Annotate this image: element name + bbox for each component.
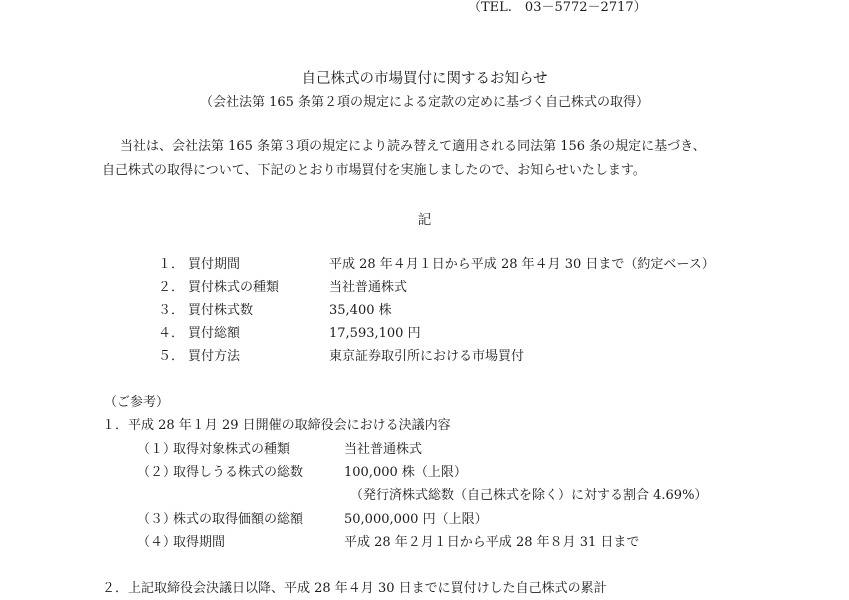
reference-section-2-title: ２．上記取締役会決議日以降、平成 28 年４月 30 日までに買付けした自己株式の累計 xyxy=(102,581,607,596)
item-number: １． xyxy=(158,257,185,272)
ref-item-label: 株式の取得価額の総額 xyxy=(173,512,304,527)
item-number: ４． xyxy=(158,326,185,341)
ref-item-label: 取得対象株式の種類 xyxy=(173,442,291,457)
ref-item-label: 取得しうる株式の総数 xyxy=(173,465,304,480)
item-label: 買付期間 xyxy=(188,257,241,272)
item-value: 35,400 株 xyxy=(329,303,392,318)
item-label: 買付方法 xyxy=(188,349,241,364)
tel-number: （TEL. 03－5772－2717） xyxy=(468,0,647,15)
reference-heading: （ご参考） xyxy=(104,395,170,410)
item-value: 17,593,100 円 xyxy=(329,326,421,341)
item-number: ３． xyxy=(158,303,185,318)
reference-section-1-title: １．平成 28 年１月 29 日開催の取締役会における決議内容 xyxy=(102,418,451,433)
ki-heading: 記 xyxy=(417,212,432,228)
ref-item-number: （４） xyxy=(137,535,177,550)
ref-item-number: （２） xyxy=(137,465,177,480)
ref-item-number: （３） xyxy=(137,512,177,527)
ref-item-number: （１） xyxy=(137,442,177,457)
item-number: ５． xyxy=(158,349,185,364)
page-title: 自己株式の市場買付に関するお知らせ xyxy=(301,71,548,87)
item-label: 買付株式の種類 xyxy=(188,280,280,295)
item-value: 平成 28 年４月１日から平成 28 年４月 30 日まで（約定ベース） xyxy=(329,257,715,272)
ref-item-label: 取得期間 xyxy=(173,535,226,550)
item-value: 東京証券取引所における市場買付 xyxy=(329,349,525,364)
ref-item-value: 50,000,000 円（上限） xyxy=(344,512,488,527)
item-label: 買付総額 xyxy=(188,326,241,341)
item-value: 当社普通株式 xyxy=(329,280,408,295)
ref-item-value: 100,000 株（上限） xyxy=(344,465,467,480)
ref-item-value: 当社普通株式 xyxy=(344,442,423,457)
body-line-1: 当社は、会社法第 165 条第３項の規定により読み替えて適用される同法第 156 条の規定に基づき、 xyxy=(120,139,706,154)
page-subtitle: （会社法第 165 条第２項の規定による定款の定めに基づく自己株式の取得） xyxy=(199,95,650,110)
ref-item-note: （発行済株式総数（自己株式を除く）に対する割合 4.69%） xyxy=(350,488,708,503)
item-number: ２． xyxy=(158,280,185,295)
ref-item-value: 平成 28 年２月１日から平成 28 年８月 31 日まで xyxy=(344,535,640,550)
item-label: 買付株式数 xyxy=(188,303,254,318)
body-line-2: 自己株式の取得について、下記のとおり市場買付を実施しましたので、お知らせいたします。 xyxy=(102,163,646,178)
